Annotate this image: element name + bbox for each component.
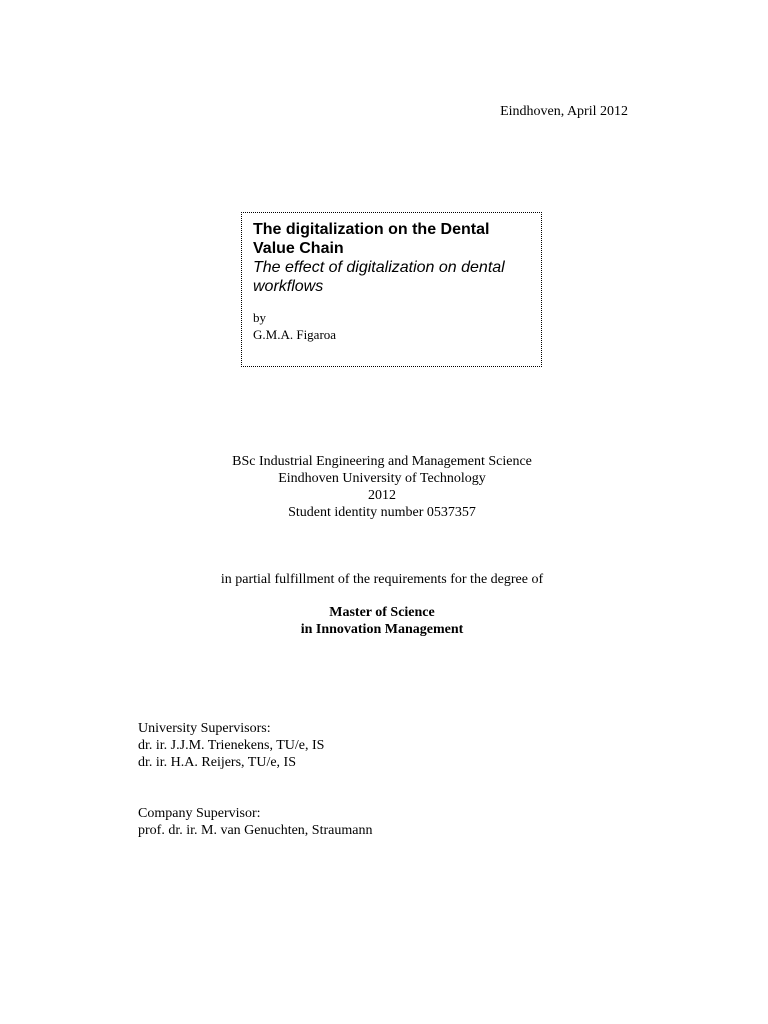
thesis-title-line-2: Value Chain xyxy=(253,240,344,257)
supervisor-item: dr. ir. H.A. Reijers, TU/e, IS xyxy=(138,755,297,770)
company-supervisor-heading: Company Supervisor: xyxy=(138,806,261,821)
supervisor-item: prof. dr. ir. M. van Genuchten, Straumann xyxy=(138,823,373,838)
thesis-title xyxy=(253,220,537,258)
title-box xyxy=(241,212,542,367)
degree-program: BSc Industrial Engineering and Management Science xyxy=(232,454,532,469)
thesis-title-line-1: The digitalization on the Dental xyxy=(253,221,490,238)
fulfillment-statement: in partial fulfillment of the requirements for the degree of xyxy=(220,572,544,587)
student-id: Student identity number 0537357 xyxy=(288,505,476,520)
thesis-subtitle-line-1: The effect of digitalization on dental xyxy=(253,259,505,276)
by-label: by xyxy=(253,310,266,325)
university-name: Eindhoven University of Technology xyxy=(278,471,486,486)
university-supervisors xyxy=(138,720,538,771)
degree-title xyxy=(180,604,584,638)
program-info xyxy=(180,453,584,521)
program-year: 2012 xyxy=(368,488,396,503)
supervisor-item: dr. ir. J.J.M. Trienekens, TU/e, IS xyxy=(138,738,325,753)
place-date: Eindhoven, April 2012 xyxy=(500,104,628,119)
company-supervisor xyxy=(138,805,538,839)
title-box-content xyxy=(253,220,537,343)
degree-line-2: in Innovation Management xyxy=(300,622,464,637)
thesis-subtitle xyxy=(253,258,537,296)
university-supervisors-heading: University Supervisors: xyxy=(138,721,271,736)
degree-line-1: Master of Science xyxy=(329,605,435,620)
thesis-subtitle-line-2: workflows xyxy=(253,278,324,295)
author-name: G.M.A. Figaroa xyxy=(253,327,337,342)
